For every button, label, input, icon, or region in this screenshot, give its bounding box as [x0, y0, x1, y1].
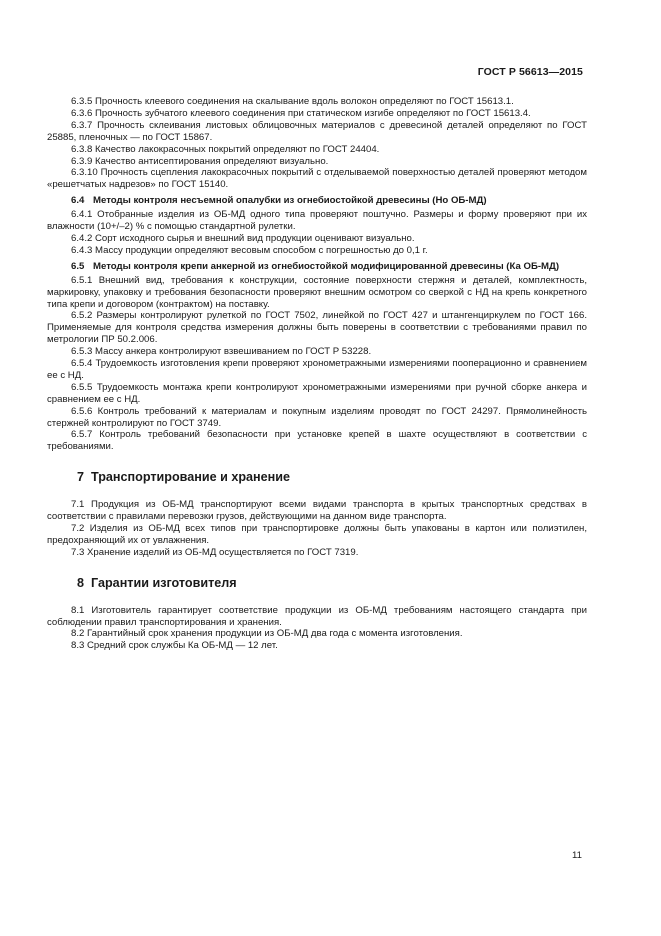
paragraph-8-3: 8.3 Средний срок службы Ка ОБ-МД — 12 лет.: [71, 640, 278, 652]
paragraph-6-4-1: 6.4.1 Отобранные изделия из ОБ-МД одного типа проверяют поштучно. Размеры и форму проверяют при их влажности (10+/–2) % с помощью стандартной рулетки.: [47, 209, 587, 233]
section-title: Методы контроля несъемной опалубки из огнебиостойкой древесины (Но ОБ-МД): [93, 195, 487, 207]
paragraph-6-5-6: 6.5.6 Контроль требований к материалам и покупным изделиям проводят по ГОСТ 24297. Прямолинейность стержней контролируют по ГОСТ 3749.: [47, 405, 587, 429]
paragraph-6-4-2: 6.4.2 Сорт исходного сырья и внешний вид продукции оценивают визуально.: [71, 232, 415, 244]
paragraph-8-2: 8.2 Гарантийный срок хранения продукции из ОБ-МД два года с момента изготовления.: [71, 628, 463, 640]
paragraph-6-3-7: 6.3.7 Прочность склеивания листовых облицовочных материалов с древесиной деталей определяют по ГОСТ 25885, пленочных — по ГОСТ 15867.: [47, 119, 587, 143]
paragraph-6-5-1: 6.5.1 Внешний вид, требования к конструкции, состояние поверхности стержня и деталей, комплектность, маркировку, упаковку и требования безопасности проверяют внешним осмотром со сверкой с НД на крепь конкретного типа крепи и договором (контрактом) на поставку.: [47, 274, 587, 310]
section-heading-6-5: [47, 261, 587, 273]
section-heading-6-4: [47, 195, 587, 207]
paragraph-6-3-5: 6.3.5 Прочность клеевого соединения на скалывание вдоль волокон определяют по ГОСТ 15613.1.: [71, 96, 514, 107]
chapter-number: 7: [77, 470, 85, 485]
paragraph-6-3-8: 6.3.8 Качество лакокрасочных покрытий определяют по ГОСТ 24404.: [71, 143, 380, 155]
paragraph-6-4-3: 6.4.3 Массу продукции определяют весовым способом с погрешностью до 0,1 г.: [71, 244, 428, 256]
paragraph-6-5-5: 6.5.5 Трудоемкость монтажа крепи контролируют хронометражными измерениями при ручной сборке анкера и сравнением ее с НД.: [47, 381, 587, 405]
page-number: 11: [572, 850, 582, 861]
section-title: Методы контроля крепи анкерной из огнебиостойкой модифицированной древесины (Ка ОБ-МД): [93, 260, 560, 272]
paragraph-6-3-9: 6.3.9 Качество антисептирования определяют визуально.: [71, 155, 329, 167]
chapter-heading-8: [47, 575, 587, 590]
chapter-number: 8: [77, 575, 85, 590]
chapter-heading-7: [47, 472, 587, 484]
document-header: ГОСТ Р 56613—2015: [477, 66, 583, 78]
paragraph-7-3: 7.3 Хранение изделий из ОБ-МД осуществляется по ГОСТ 7319.: [71, 546, 359, 558]
paragraph-8-1: 8.1 Изготовитель гарантирует соответствие продукции из ОБ-МД требованиям настоящего стандарта при соблюдении правил транспортирования и хранения.: [47, 604, 587, 628]
section-number: 6.5: [71, 260, 85, 272]
paragraph-6-5-4: 6.5.4 Трудоемкость изготовления крепи проверяют хронометражными измерениями пооперационно и сравнением ее с НД.: [47, 358, 587, 381]
paragraph-6-5-3: 6.5.3 Массу анкера контролируют взвешиванием по ГОСТ Р 53228.: [71, 346, 372, 358]
paragraph-6-5-7: 6.5.7 Контроль требований безопасности при установке крепей в шахте осуществляют в соответствии с требованиями.: [47, 429, 587, 453]
paragraph-7-2: 7.2 Изделия из ОБ-МД всех типов при транспортировке должны быть упакованы в картон или полиэтилен, предохраняющий их от увлажнения.: [47, 523, 587, 546]
chapter-title: Транспортирование и хранение: [91, 470, 290, 485]
paragraph-6-3-10: 6.3.10 Прочность сцепления лакокрасочных покрытий с отделываемой поверхностью деталей проверяют методом «решетчатых надрезов» по ГОСТ 15140.: [47, 167, 587, 191]
paragraph-6-3-6: 6.3.6 Прочность зубчатого клеевого соединения при статическом изгибе определяют по ГОСТ 15613.4.: [71, 107, 531, 119]
paragraph-7-1: 7.1 Продукция из ОБ-МД транспортируют всеми видами транспорта в крытых транспортных средствах в соответствии с правилами перевозки грузов, действующими на данном виде транспорта.: [47, 499, 587, 523]
section-number: 6.4: [71, 195, 85, 207]
chapter-title: Гарантии изготовителя: [91, 575, 237, 590]
paragraph-6-5-2: 6.5.2 Размеры контролируют рулеткой по ГОСТ 7502, линейкой по ГОСТ 427 и штангенциркулем по ГОСТ 166. Применяемые для контроля средства измерения должны быть поверены в соответствии с требованиями правил по метрологии ПР 50.2.006.: [47, 310, 587, 346]
document-body: [47, 96, 587, 652]
